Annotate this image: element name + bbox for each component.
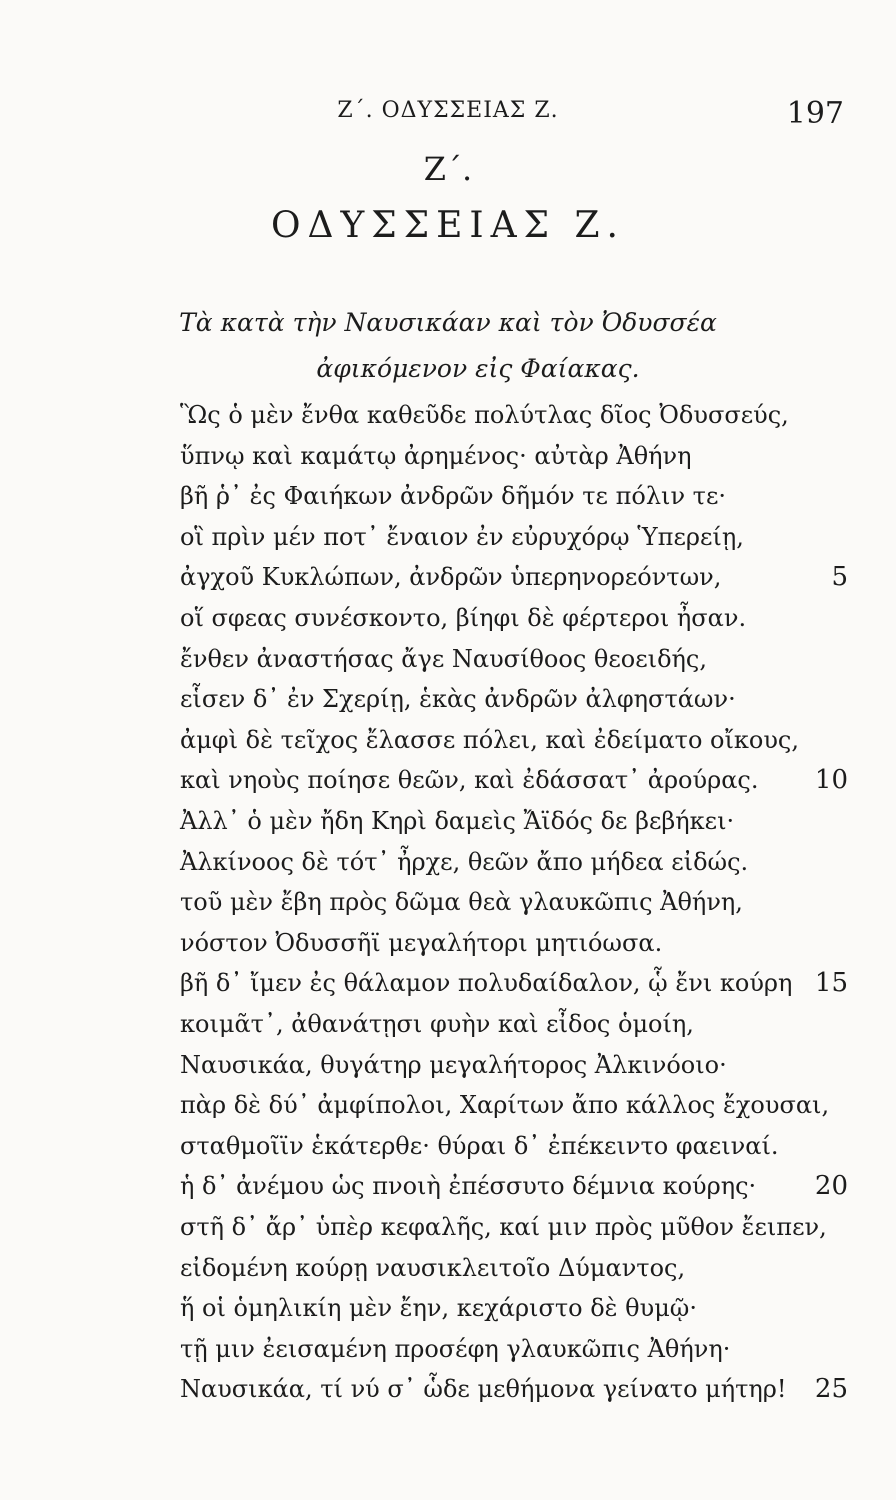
verse-line: Ναυσικάα, τί νύ σ᾽ ὧδε μεθήμονα γείνατο μήτηρ! [180,1375,787,1403]
line-number: 10 [814,765,848,795]
verse-line: ἡ δ᾽ ἀνέμου ὡς πνοιὴ ἐπέσσυτο δέμνια κούρης· [180,1172,757,1200]
verse-line: εἰδομένη κούρῃ ναυσικλειτοῖο Δύμαντος, [180,1254,686,1282]
verse-line: Ἀλλ᾽ ὁ μὲν ἤδη Κηρὶ δαμεὶς Ἄϊδός δε βεβήκει· [180,807,735,835]
line-number: 20 [814,1171,848,1201]
verse-line: οἳ πρὶν μέν ποτ᾽ ἔναιον ἐν εὐρυχόρῳ Ὑπερείῃ, [180,523,744,551]
verse-line: σταθμοῖϊν ἑκάτερθε· θύραι δ᾽ ἐπέκειντο φαειναί. [180,1132,779,1160]
running-head: Ζ΄. ΟΔΥΣΣΕΙΑΣ Ζ. [337,98,559,123]
line-number: 25 [814,1374,848,1404]
line-number: 5 [831,562,848,592]
verse-line: καὶ νηοὺς ποίησε θεῶν, καὶ ἐδάσσατ᾽ ἀρούρας. [180,766,759,794]
verse-line: κοιμᾶτ᾽, ἀθανάτῃσι φυὴν καὶ εἶδος ὁμοίη, [180,1010,694,1038]
summary-line-1: Τὰ κατὰ τὴν Ναυσικάαν καὶ τὸν Ὀδυσσέα [179,308,717,337]
verse-line: εἷσεν δ᾽ ἐν Σχερίῃ, ἑκὰς ἀνδρῶν ἀλφηστάων· [180,685,736,713]
summary-line-2: ἀφικόμενον εἰς Φαίακας. [316,354,640,383]
verse-line: βῆ δ᾽ ἴμεν ἐς θάλαμον πολυδαίδαλον, ᾧ ἔνι κούρη [180,969,793,997]
verse-line: τῇ μιν ἐεισαμένη προσέφη γλαυκῶπις Ἀθήνη· [180,1335,731,1363]
verse-line: ὕπνῳ καὶ καμάτῳ ἀρημένος· αὐτὰρ Ἀθήνη [180,442,692,470]
verse-line: Ναυσικάα, θυγάτηρ μεγαλήτορος Ἀλκινόοιο· [180,1051,727,1079]
verse-line: οἵ σφεας συνέσκοντο, βίηφι δὲ φέρτεροι ἦσαν. [180,604,747,632]
verse-line: ἀγχοῦ Κυκλώπων, ἀνδρῶν ὑπερηνορεόντων, [180,563,722,591]
verse-line: πὰρ δὲ δύ᾽ ἀμφίπολοι, Χαρίτων ἄπο κάλλος ἔχουσαι, [180,1091,830,1119]
book-number: Ζ΄. [423,150,473,188]
verse-line: νόστον Ὀδυσσῆϊ μεγαλήτορι μητιόωσα. [180,929,663,957]
verse-line: Ὣς ὁ μὲν ἔνθα καθεῦδε πολύτλας δῖος Ὀδυσσεύς, [180,401,789,429]
book-title: ΟΔΥΣΣΕΙΑΣ Ζ. [270,205,626,246]
book-summary [0,300,896,392]
page-number: 197 [786,96,844,131]
line-number: 15 [814,968,848,998]
verse-line: τοῦ μὲν ἔβη πρὸς δῶμα θεὰ γλαυκῶπις Ἀθήνη, [180,888,743,916]
verse-line: ἀμφὶ δὲ τεῖχος ἔλασσε πόλει, καὶ ἐδείματο οἴκους, [180,726,799,754]
verse-line: στῆ δ᾽ ἄρ᾽ ὑπὲρ κεφαλῆς, καί μιν πρὸς μῦθον ἔειπεν, [180,1213,827,1241]
verse-line: Ἀλκίνοος δὲ τότ᾽ ἦρχε, θεῶν ἄπο μήδεα εἰδώς. [180,848,749,876]
verse-line: βῆ ῥ᾽ ἐς Φαιήκων ἀνδρῶν δῆμόν τε πόλιν τε· [180,482,727,510]
verse-line: ἥ οἱ ὁμηλικίη μὲν ἔην, κεχάριστο δὲ θυμῷ· [180,1294,697,1322]
verse-line: ἔνθεν ἀναστήσας ἄγε Ναυσίθοος θεοειδής, [180,645,707,673]
